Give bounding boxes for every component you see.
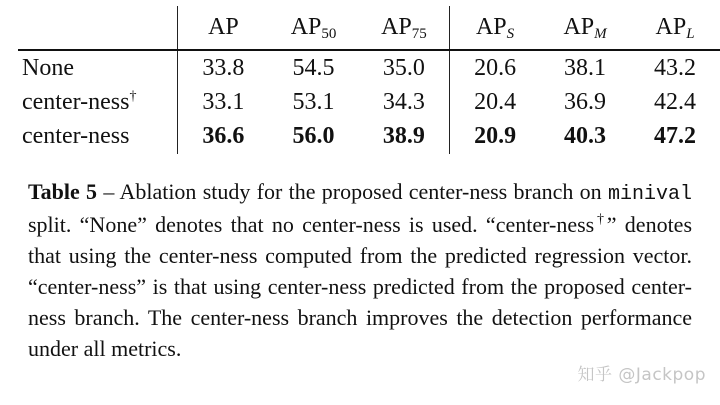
cell-aps: 20.9 (450, 119, 540, 153)
header-ap: AP (178, 6, 268, 50)
caption-dagger: † (594, 212, 607, 228)
caption-text-2: split. “None” denotes that no center-ness is used. “center-ness (28, 212, 595, 238)
results-table-container (18, 6, 720, 154)
header-aps: $AP_S$ (450, 6, 540, 50)
ablation-results-table (18, 6, 720, 154)
cell-apl: 42.4 (654, 88, 697, 115)
table-row (18, 85, 720, 119)
caption-code: minival (607, 183, 692, 206)
header-ap75: $AP_{75}$ (381, 14, 427, 42)
header-ap50: $AP_{50}$ (290, 14, 337, 42)
row-label: None (22, 54, 74, 81)
table-header-row (18, 6, 720, 50)
cell-aps: 20.6 (450, 50, 540, 85)
table-row (18, 119, 720, 153)
caption-text-1: Ablation study for the proposed center-ness branch on (119, 179, 608, 204)
row-label: center-ness† (22, 88, 137, 115)
table-row (18, 50, 720, 85)
caption-text-3: ” denotes that using the center-ness computed from the predicted regression vector. “center-ness” is that using center-ness predicted from the proposed center-ness branch. The center-ness branch improves the detection performance under all metrics. (28, 212, 693, 362)
header-apl: $AP_L$ (655, 14, 695, 42)
table-caption (28, 176, 692, 364)
cell-ap75: 38.9 (382, 123, 425, 150)
cell-ap50: 53.1 (292, 88, 335, 115)
cell-aps: 20.4 (450, 85, 540, 119)
header-apm: $AP_M$ (563, 14, 607, 42)
cell-ap: 36.6 (178, 119, 268, 153)
cell-ap75: 34.3 (382, 88, 425, 115)
caption-title: Table 5 (28, 179, 98, 204)
cell-ap75: 35.0 (382, 54, 425, 81)
watermark: 知乎 @Jackpop (577, 365, 706, 385)
cell-ap: 33.1 (178, 85, 268, 119)
cell-ap50: 56.0 (292, 123, 335, 150)
cell-apm: 38.1 (564, 54, 607, 81)
header-method (18, 6, 178, 50)
cell-apl: 47.2 (654, 123, 697, 150)
row-label: center-ness (22, 123, 130, 150)
cell-ap: 33.8 (178, 50, 268, 85)
cell-ap50: 54.5 (292, 54, 335, 81)
cell-apl: 43.2 (654, 54, 697, 81)
caption-dash: – (97, 179, 120, 204)
cell-apm: 36.9 (564, 88, 607, 115)
cell-apm: 40.3 (564, 123, 607, 150)
